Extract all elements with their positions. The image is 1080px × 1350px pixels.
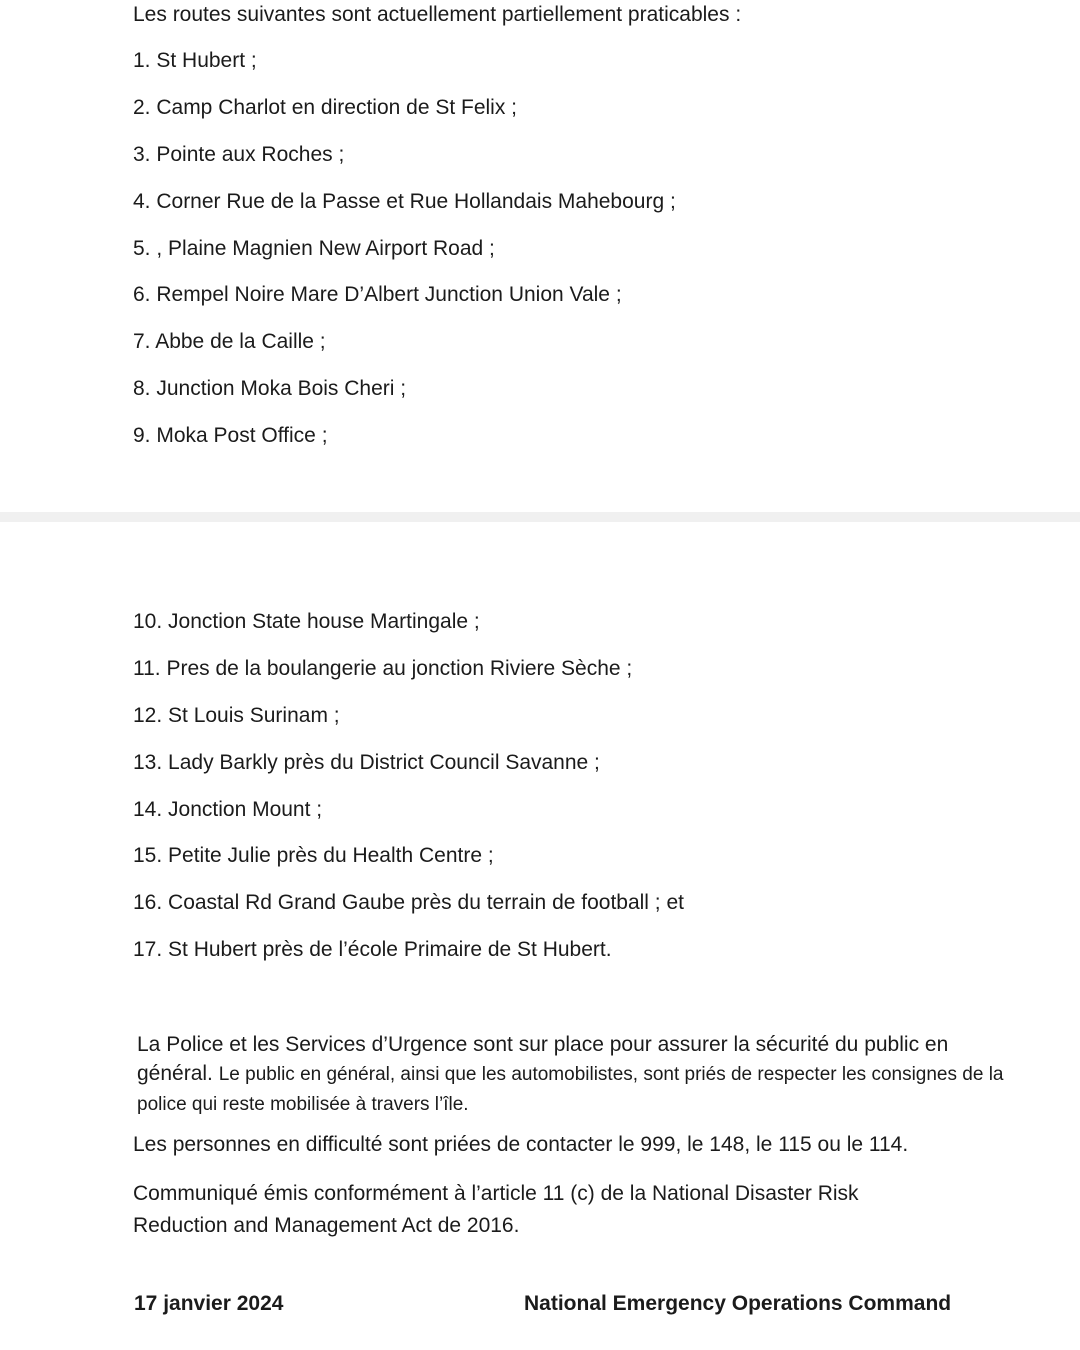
list-item: 11. Pres de la boulangerie au jonction Riviere Sèche ; <box>133 656 633 680</box>
intro-heading: Les routes suivantes sont actuellement partiellement praticables : <box>133 3 742 26</box>
police-paragraph-part-3: Le public en général, ainsi que les automobilistes, sont priés de respecter les consignes de la police qui reste mobilisée à travers l’île. <box>137 1064 1004 1115</box>
police-paragraph-part-2: général. <box>137 1062 213 1085</box>
list-item: 15. Petite Julie près du Health Centre ; <box>133 844 494 868</box>
list-item: 14. Jonction Mount ; <box>133 797 323 821</box>
list-item: 12. St Louis Surinam ; <box>133 703 340 727</box>
list-item: 17. St Hubert près de l’école Primaire de St Hubert. <box>133 938 612 962</box>
list-item: 8. Junction Moka Bois Cheri ; <box>133 377 407 401</box>
list-item: 16. Coastal Rd Grand Gaube près du terrain de football ; et <box>133 891 684 915</box>
routes-list-part-1 <box>133 48 676 470</box>
routes-list-part-2 <box>133 609 684 984</box>
police-paragraph-part-1: La Police et les Services d’Urgence sont sur place pour assurer la sécurité du public en <box>137 1033 949 1056</box>
police-paragraph <box>137 1030 1007 1119</box>
list-item: 5. , Plaine Magnien New Airport Road ; <box>133 236 495 260</box>
footer-date: 17 janvier 2024 <box>134 1292 284 1315</box>
list-item: 4. Corner Rue de la Passe et Rue Hollandais Mahebourg ; <box>133 189 676 213</box>
list-item: 13. Lady Barkly près du District Council Savanne ; <box>133 750 600 774</box>
list-item: 9. Moka Post Office ; <box>133 424 328 448</box>
list-item: 3. Pointe aux Roches ; <box>133 142 345 166</box>
list-item: 6. Rempel Noire Mare D’Albert Junction Union Vale ; <box>133 283 622 307</box>
list-item: 2. Camp Charlot en direction de St Felix ; <box>133 95 518 119</box>
contact-paragraph: Les personnes en difficulté sont priées de contacter le 999, le 148, le 115 ou le 114. <box>133 1133 909 1156</box>
list-item: 10. Jonction State house Martingale ; <box>133 610 480 633</box>
communique-paragraph: Communiqué émis conformément à l’article 11 (c) de la National Disaster Risk Reduction and Management Act de 2016. <box>133 1182 859 1237</box>
footer-organization: National Emergency Operations Command <box>524 1292 952 1315</box>
page-divider <box>0 512 1080 522</box>
list-item: 7. Abbe de la Caille ; <box>133 330 326 354</box>
list-item: 1. St Hubert ; <box>133 49 257 72</box>
